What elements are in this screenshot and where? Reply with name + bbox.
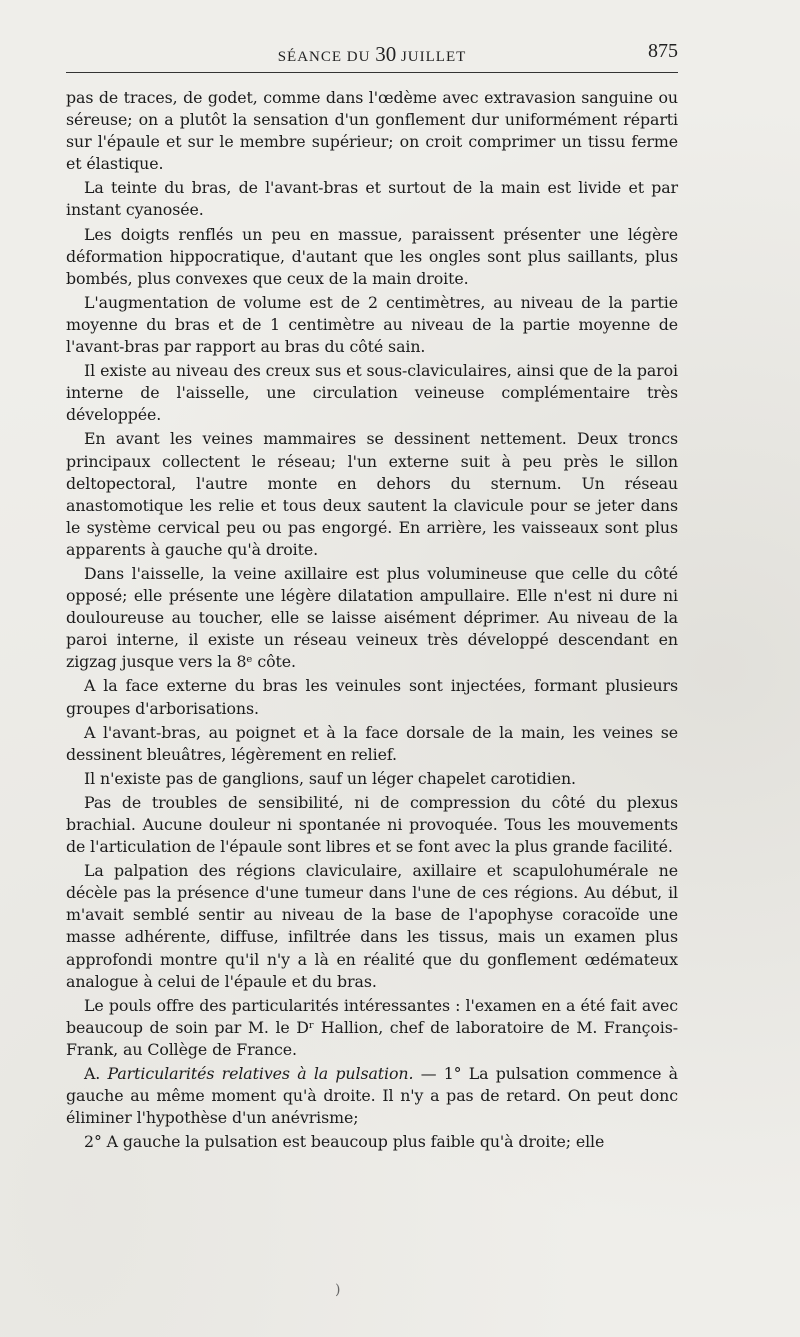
paragraph: Pas de troubles de sensibilité, ni de compression du côté du plexus brachial. Aucune douleur ni spontanée ni provoquée. Tous les mouvements de l'articulation de l'épaule sont libres et se font avec la plus grande facilité. bbox=[66, 792, 678, 857]
paragraph: Dans l'aisselle, la veine axillaire est plus volumineuse que celle du côté opposé; elle présente une légère dilatation ampullaire. Elle n'est ni dure ni douloureuse au toucher, elle se laisse aisément déprimer. Au niveau de la paroi interne, il existe un réseau veineux très développé descendant en zigzag jusque vers la 8ᵉ côte. bbox=[66, 563, 678, 672]
paragraph: Le pouls offre des particularités intéressantes : l'examen en a été fait avec beaucoup de soin par M. le Dʳ Hallion, chef de laboratoire de M. François-Frank, au Collège de France. bbox=[66, 995, 678, 1059]
section-a-paragraph bbox=[66, 1063, 678, 1129]
running-title bbox=[66, 42, 678, 67]
section-a-lead: A. bbox=[84, 1064, 108, 1084]
page-number: 875 bbox=[648, 40, 678, 62]
running-head bbox=[66, 38, 678, 72]
running-title-prefix: SÉANCE DU bbox=[277, 49, 376, 65]
running-title-day: 30 bbox=[375, 42, 397, 66]
running-title-suffix: JUILLET bbox=[396, 49, 467, 65]
paragraph: La palpation des régions claviculaire, axillaire et scapulohumérale ne décèle pas la présence d'une tumeur dans l'une de ces régions. Au début, il m'avait semblé sentir au niveau de la base de l'apophyse coracoïde une masse adhérente, diffuse, infiltrée dans les tissus, mais un examen plus approfondi montre qu'il n'y a là en réalité que du gonflement œdémateux analogue à celui de l'épaule et du bras. bbox=[66, 861, 678, 991]
paragraph: Les doigts renflés un peu en massue, paraissent présenter une légère déformation hippocratique, d'autant que les ongles sont plus saillants, plus bombés, plus convexes que ceux de la main droite. bbox=[66, 224, 678, 288]
paragraph: L'augmentation de volume est de 2 centimètres, au niveau de la partie moyenne du bras et de 1 centimètre au niveau de la partie moyenne de l'avant-bras par rapport au bras du côté sain. bbox=[66, 292, 678, 357]
paragraph: Il n'existe pas de ganglions, sauf un léger chapelet carotidien. bbox=[84, 768, 576, 788]
header-rule bbox=[66, 72, 678, 73]
paragraph: 2° A gauche la pulsation est beaucoup plus faible qu'à droite; elle bbox=[84, 1132, 605, 1152]
paragraph: La teinte du bras, de l'avant-bras et surtout de la main est livide et par instant cyanosée. bbox=[66, 178, 678, 220]
paragraph: pas de traces, de godet, comme dans l'œdème avec extravasion sanguine ou séreuse; on a plutôt la sensation d'un gonflement dur uniformément réparti sur l'épaule et sur le membre supérieur; on croit comprimer un tissu ferme et élastique. bbox=[66, 88, 678, 174]
paragraph: A l'avant-bras, au poignet et à la face dorsale de la main, les veines se dessinent bleuâtres, légèrement en relief. bbox=[66, 722, 678, 764]
page bbox=[66, 38, 678, 1155]
paragraph: A la face externe du bras les veinules sont injectées, formant plusieurs groupes d'arborisations. bbox=[66, 676, 678, 718]
bottom-mark: ) bbox=[335, 1282, 341, 1298]
section-a-text: — 1° La pulsation commence à gauche au même moment qu'à droite. Il n'y a pas de retard. On peut donc éliminer l'hypothèse d'un anévrisme; bbox=[66, 1064, 678, 1128]
paragraph: Il existe au niveau des creux sus et sous-claviculaires, ainsi que de la paroi interne de l'aisselle, une circulation veineuse complémentaire très développée. bbox=[66, 361, 678, 425]
section-a-title: Particularités relatives à la pulsation. bbox=[107, 1064, 414, 1084]
paragraph: En avant les veines mammaires se dessinent nettement. Deux troncs principaux collectent le réseau; l'un externe suit à peu près le sillon deltopectoral, l'autre monte en dehors du sternum. Un réseau anastomotique les relie et tous deux sautent la clavicule pour se jeter dans le système cervical peu ou pas engorgé. En arrière, les vaisseaux sont plus apparents à gauche qu'à droite. bbox=[66, 429, 678, 559]
body-text bbox=[66, 87, 678, 1153]
